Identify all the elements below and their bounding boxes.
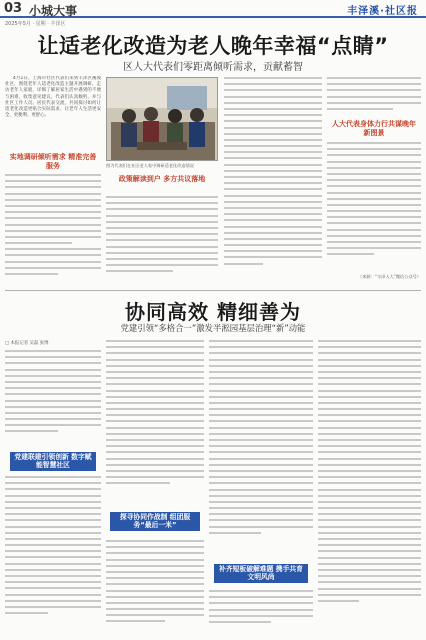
byline: □ 本报记者 吴磊 张博 xyxy=(5,341,49,346)
section-title: 小城大事 xyxy=(29,4,78,18)
photo-caption: 图为代表们在社区老人家中调研适老化改造情况 xyxy=(106,163,194,168)
subhead-1: 实地调研倾听需求 精准完善服务 xyxy=(9,153,97,170)
story2-col3-text xyxy=(209,340,313,560)
story2-subhead-2: 探寻协同作战制 组团服务“最后一米” xyxy=(110,512,200,531)
second-headline: 协同高效 精细善为 xyxy=(125,300,301,324)
story2-col2-text xyxy=(106,340,204,506)
story1-source: （来源：“丰泽人大”微信公众号） xyxy=(358,274,421,279)
story2-col4-text xyxy=(318,340,421,636)
story1-col2-text xyxy=(106,196,218,284)
subhead-3: 人大代表身体力行共谋晚年新图景 xyxy=(332,120,416,137)
story1-intro xyxy=(5,76,101,150)
story2-col2-text-2 xyxy=(106,540,204,636)
story1-col1-text xyxy=(5,174,101,284)
subhead-2: 政策解读到户 多方共议落地 xyxy=(118,175,206,183)
story2-subhead-3: 补齐短板破解难题 携手共育文明风尚 xyxy=(214,564,308,583)
story1-col4-text xyxy=(327,142,421,270)
story1-col4-text-top xyxy=(327,77,421,117)
intro-text: 4月1日，上海市社区代表们来到丰泽区溪坡社区，围绕老年人适老化改造主题开展调研，走访老年人家庭，详细了解居家生活中遇到的不便与困难，收集意见建议。代表们认真倾听，并与社区工作人员、居民代表交流，共同探讨如何让适老化改造更贴合实际需求，让老年人生活更安全、更便利、更舒心。 xyxy=(5,76,101,119)
second-deck: 党建引领“多格合一”激发半淞园基层治理“新”动能 xyxy=(120,323,306,333)
photo-image xyxy=(107,78,218,161)
story2-subhead-1: 党建联建引领创新 数字赋能智慧社区 xyxy=(10,452,96,471)
photo-seniors-visit xyxy=(106,77,218,161)
main-deck: 区人大代表们零距离倾听需求，贡献蓄智 xyxy=(123,62,303,73)
paper-brand: 丰泽溪·社区报 xyxy=(347,6,418,17)
masthead-subline: 2025年5月 · 星期 · 丰泽区 xyxy=(5,21,66,27)
story2-col1-text-2 xyxy=(5,476,101,636)
page-number: 03 xyxy=(4,1,23,16)
story1-col3-text xyxy=(224,77,322,284)
masthead xyxy=(0,0,426,18)
story2-col3-text-2 xyxy=(209,590,313,636)
section-divider xyxy=(5,290,421,291)
story2-col1-text xyxy=(5,350,101,448)
main-headline: 让适老化改造为老人晚年幸福“点睛” xyxy=(37,34,389,58)
